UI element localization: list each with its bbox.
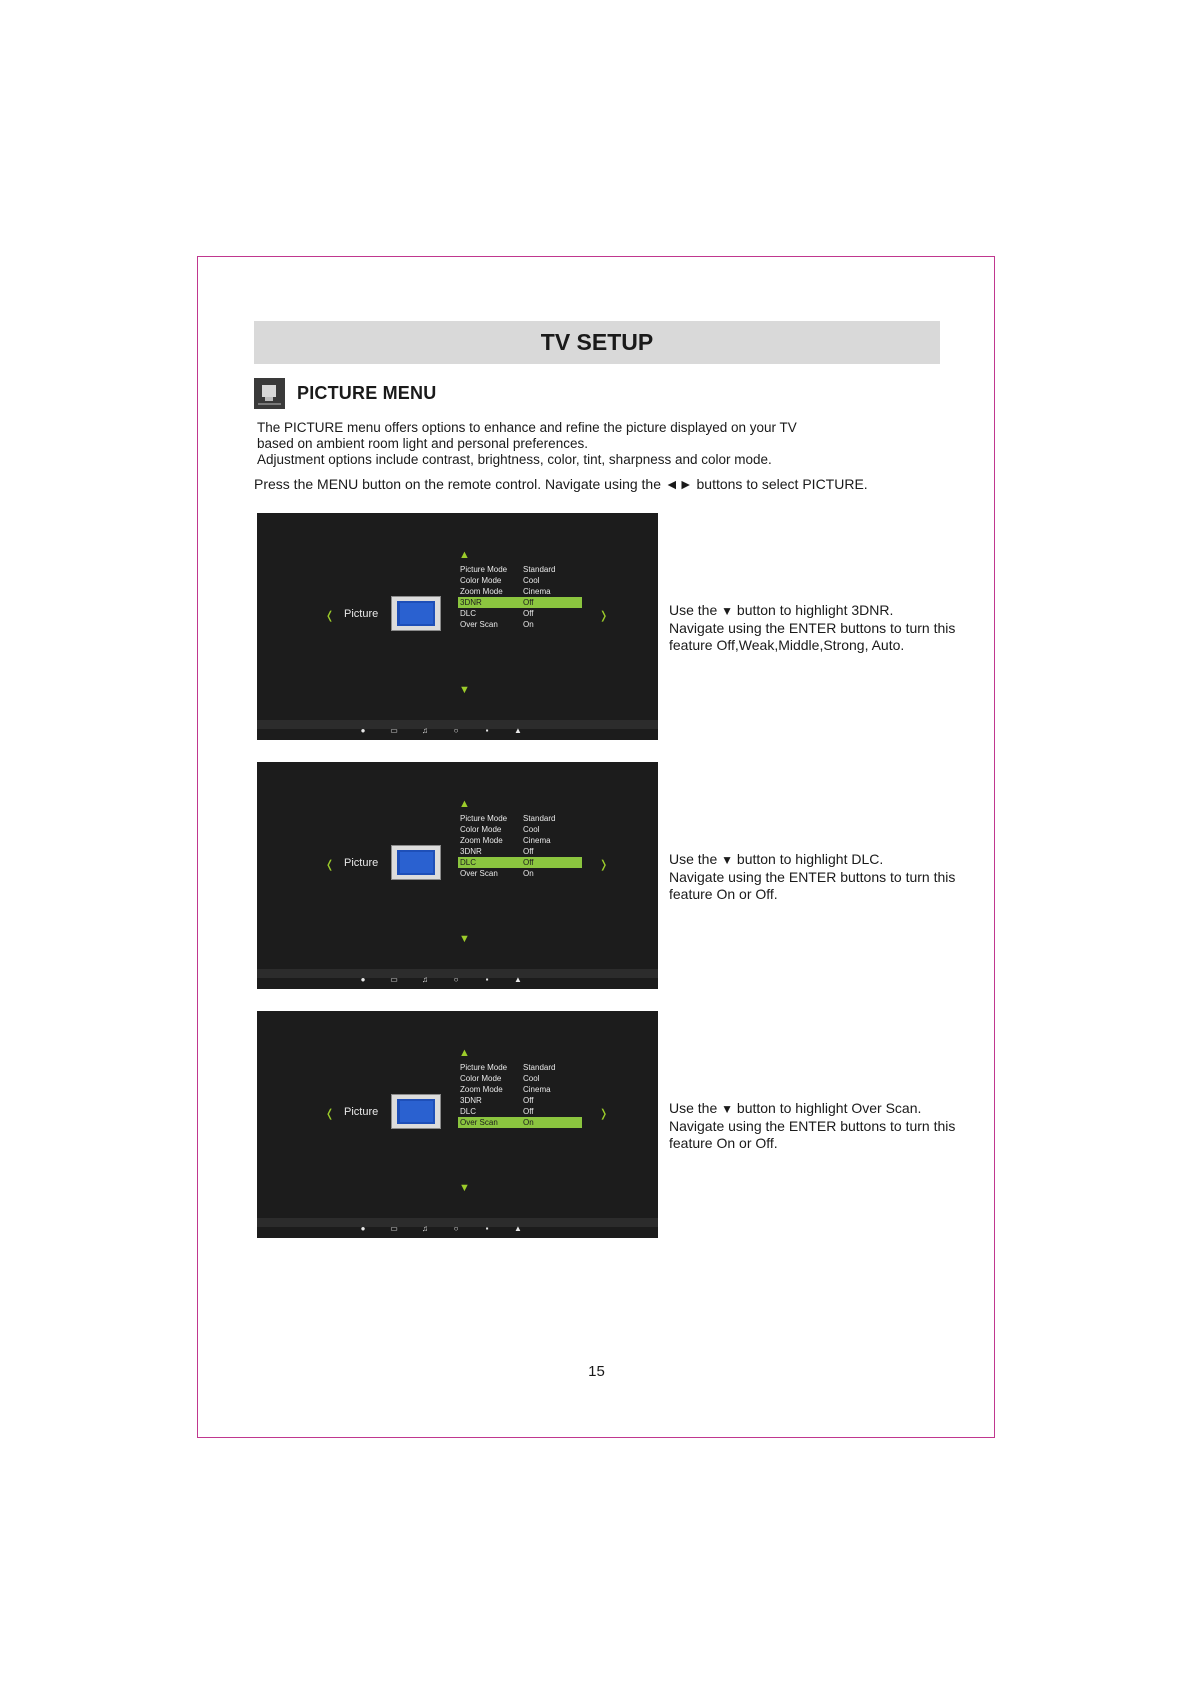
picture-icon[interactable]: ● <box>360 975 366 984</box>
menu-item-value: Off <box>523 858 534 867</box>
intro-line: The PICTURE menu offers options to enhance and refine the picture displayed on your TV <box>257 420 797 435</box>
tv-menu-screenshot <box>257 1011 658 1238</box>
intro-line: based on ambient room light and personal preferences. <box>257 436 588 451</box>
menu-item[interactable] <box>458 597 582 608</box>
right-chevron-icon[interactable]: ❭ <box>599 859 609 871</box>
menu-item-value: Off <box>523 1096 534 1105</box>
banner <box>254 321 940 364</box>
section-header <box>254 377 436 409</box>
menu-category-title: Picture <box>344 857 379 869</box>
menu-item-value: Cool <box>523 576 540 585</box>
lock-icon[interactable]: ▲ <box>514 726 522 735</box>
page-number-text: 15 <box>588 1363 605 1380</box>
step-text: Navigate using the ENTER buttons to turn this <box>669 869 956 885</box>
grid-icon[interactable]: ▪ <box>485 726 489 735</box>
picture-icon[interactable]: ● <box>360 1224 366 1233</box>
menu-item-value: Off <box>523 609 534 618</box>
page-number <box>0 1363 1190 1380</box>
tv-menu-screenshot <box>257 762 658 989</box>
menu-list <box>458 1062 582 1128</box>
menu-item-label: Zoom Mode <box>460 1085 503 1094</box>
left-chevron-icon[interactable]: ❬ <box>325 859 335 871</box>
lock-icon[interactable]: ▲ <box>514 1224 522 1233</box>
step-text: feature On or Off. <box>669 1135 778 1151</box>
menu-item[interactable] <box>458 575 582 586</box>
menu-item[interactable] <box>458 1062 582 1073</box>
press-text: Press the MENU button on the remote control. Navigate using the <box>254 476 661 492</box>
left-chevron-icon[interactable]: ❬ <box>325 1108 335 1120</box>
grid-icon[interactable]: ▪ <box>485 1224 489 1233</box>
display-icon[interactable]: ▭ <box>390 975 398 984</box>
down-arrow-icon: ▼ <box>459 684 470 696</box>
menu-item[interactable] <box>458 1095 582 1106</box>
music-icon[interactable]: ♫ <box>422 726 428 735</box>
step-text: button to highlight 3DNR. <box>736 602 894 618</box>
right-chevron-icon[interactable]: ❭ <box>599 1108 609 1120</box>
step-text: Use the <box>669 602 718 618</box>
menu-item[interactable] <box>458 586 582 597</box>
menu-item-label: DLC <box>460 609 477 618</box>
tv-screen-icon <box>391 845 441 880</box>
banner-title: TV SETUP <box>540 329 654 355</box>
bottom-icon-row <box>357 1224 524 1233</box>
up-arrow-icon: ▲ <box>459 549 470 561</box>
step-text: Navigate using the ENTER buttons to turn this <box>669 1118 956 1134</box>
menu-item-label: Picture Mode <box>460 814 508 823</box>
menu-item-value: On <box>523 620 534 629</box>
menu-item-value: Off <box>523 847 534 856</box>
press-text: buttons to select PICTURE. <box>696 476 868 492</box>
menu-item[interactable] <box>458 619 582 630</box>
intro-line: Adjustment options include contrast, brightness, color, tint, sharpness and color mode. <box>257 452 772 467</box>
menu-item-label: Color Mode <box>460 825 502 834</box>
menu-item[interactable] <box>458 608 582 619</box>
up-arrow-icon: ▲ <box>459 798 470 810</box>
up-arrow-icon: ▲ <box>459 1047 470 1059</box>
menu-item-value: Cinema <box>523 836 551 845</box>
step-text: Use the <box>669 1100 718 1116</box>
circle-icon[interactable]: ○ <box>453 1224 459 1233</box>
menu-item-value: Off <box>523 598 534 607</box>
menu-item[interactable] <box>458 835 582 846</box>
down-arrow-icon: ▼ <box>721 604 734 618</box>
step-description <box>669 851 989 903</box>
menu-item[interactable] <box>458 857 582 868</box>
menu-item-label: Color Mode <box>460 1074 502 1083</box>
menu-item-label: DLC <box>460 1107 477 1116</box>
step-text: button to highlight Over Scan. <box>736 1100 922 1116</box>
tv-screen-icon <box>391 596 441 631</box>
display-icon[interactable]: ▭ <box>390 726 398 735</box>
menu-item-label: 3DNR <box>460 847 482 856</box>
step-description <box>669 602 989 654</box>
display-icon[interactable]: ▭ <box>390 1224 398 1233</box>
menu-item-label: Zoom Mode <box>460 836 503 845</box>
menu-item-label: Over Scan <box>460 869 498 878</box>
down-arrow-icon: ▼ <box>721 853 734 867</box>
menu-item-label: 3DNR <box>460 1096 482 1105</box>
menu-item-value: Cinema <box>523 1085 551 1094</box>
circle-icon[interactable]: ○ <box>453 726 459 735</box>
grid-icon[interactable]: ▪ <box>485 975 489 984</box>
down-arrow-icon: ▼ <box>721 1102 734 1116</box>
music-icon[interactable]: ♫ <box>422 1224 428 1233</box>
menu-item-value: On <box>523 1118 534 1127</box>
menu-item[interactable] <box>458 846 582 857</box>
bottom-icon-row <box>357 726 524 735</box>
intro-text <box>257 420 897 468</box>
menu-item-value: Standard <box>523 1063 556 1072</box>
lock-icon[interactable]: ▲ <box>514 975 522 984</box>
menu-category-title: Picture <box>344 1106 379 1118</box>
menu-item[interactable] <box>458 1073 582 1084</box>
menu-item[interactable] <box>458 824 582 835</box>
section-title: PICTURE MENU <box>297 382 437 403</box>
menu-list <box>458 564 582 630</box>
picture-icon[interactable]: ● <box>360 726 366 735</box>
press-instruction <box>254 476 868 492</box>
menu-item-value: Cool <box>523 825 540 834</box>
menu-item[interactable] <box>458 868 582 879</box>
step-text: button to highlight DLC. <box>736 851 884 867</box>
menu-item-value: Standard <box>523 565 556 574</box>
down-arrow-icon: ▼ <box>459 933 470 945</box>
menu-item-label: Over Scan <box>460 1118 498 1127</box>
menu-item[interactable] <box>458 1084 582 1095</box>
bottom-icon-row <box>357 975 524 984</box>
left-right-arrows-icon: ◄► <box>664 476 693 492</box>
left-chevron-icon[interactable]: ❬ <box>325 610 335 622</box>
menu-item[interactable] <box>458 1106 582 1117</box>
tv-menu-screenshot <box>257 513 658 740</box>
step-text: Navigate using the ENTER buttons to turn this <box>669 620 956 636</box>
menu-item-label: Picture Mode <box>460 1063 508 1072</box>
menu-item[interactable] <box>458 813 582 824</box>
menu-item-value: Off <box>523 1107 534 1116</box>
tv-screen-icon <box>391 1094 441 1129</box>
menu-item-value: On <box>523 869 534 878</box>
step-text: feature Off,Weak,Middle,Strong, Auto. <box>669 637 905 653</box>
menu-item-value: Standard <box>523 814 556 823</box>
menu-category-title: Picture <box>344 608 379 620</box>
menu-item-label: Picture Mode <box>460 565 508 574</box>
picture-menu-icon <box>254 378 285 409</box>
menu-item-label: Over Scan <box>460 620 498 629</box>
menu-item-label: Zoom Mode <box>460 587 503 596</box>
menu-item-label: Color Mode <box>460 576 502 585</box>
menu-item-label: 3DNR <box>460 598 482 607</box>
right-chevron-icon[interactable]: ❭ <box>599 610 609 622</box>
music-icon[interactable]: ♫ <box>422 975 428 984</box>
menu-item[interactable] <box>458 1117 582 1128</box>
down-arrow-icon: ▼ <box>459 1182 470 1194</box>
circle-icon[interactable]: ○ <box>453 975 459 984</box>
menu-item[interactable] <box>458 564 582 575</box>
step-description <box>669 1100 989 1152</box>
step-text: Use the <box>669 851 718 867</box>
step-text: feature On or Off. <box>669 886 778 902</box>
menu-list <box>458 813 582 879</box>
menu-item-value: Cool <box>523 1074 540 1083</box>
menu-item-label: DLC <box>460 858 477 867</box>
menu-item-value: Cinema <box>523 587 551 596</box>
